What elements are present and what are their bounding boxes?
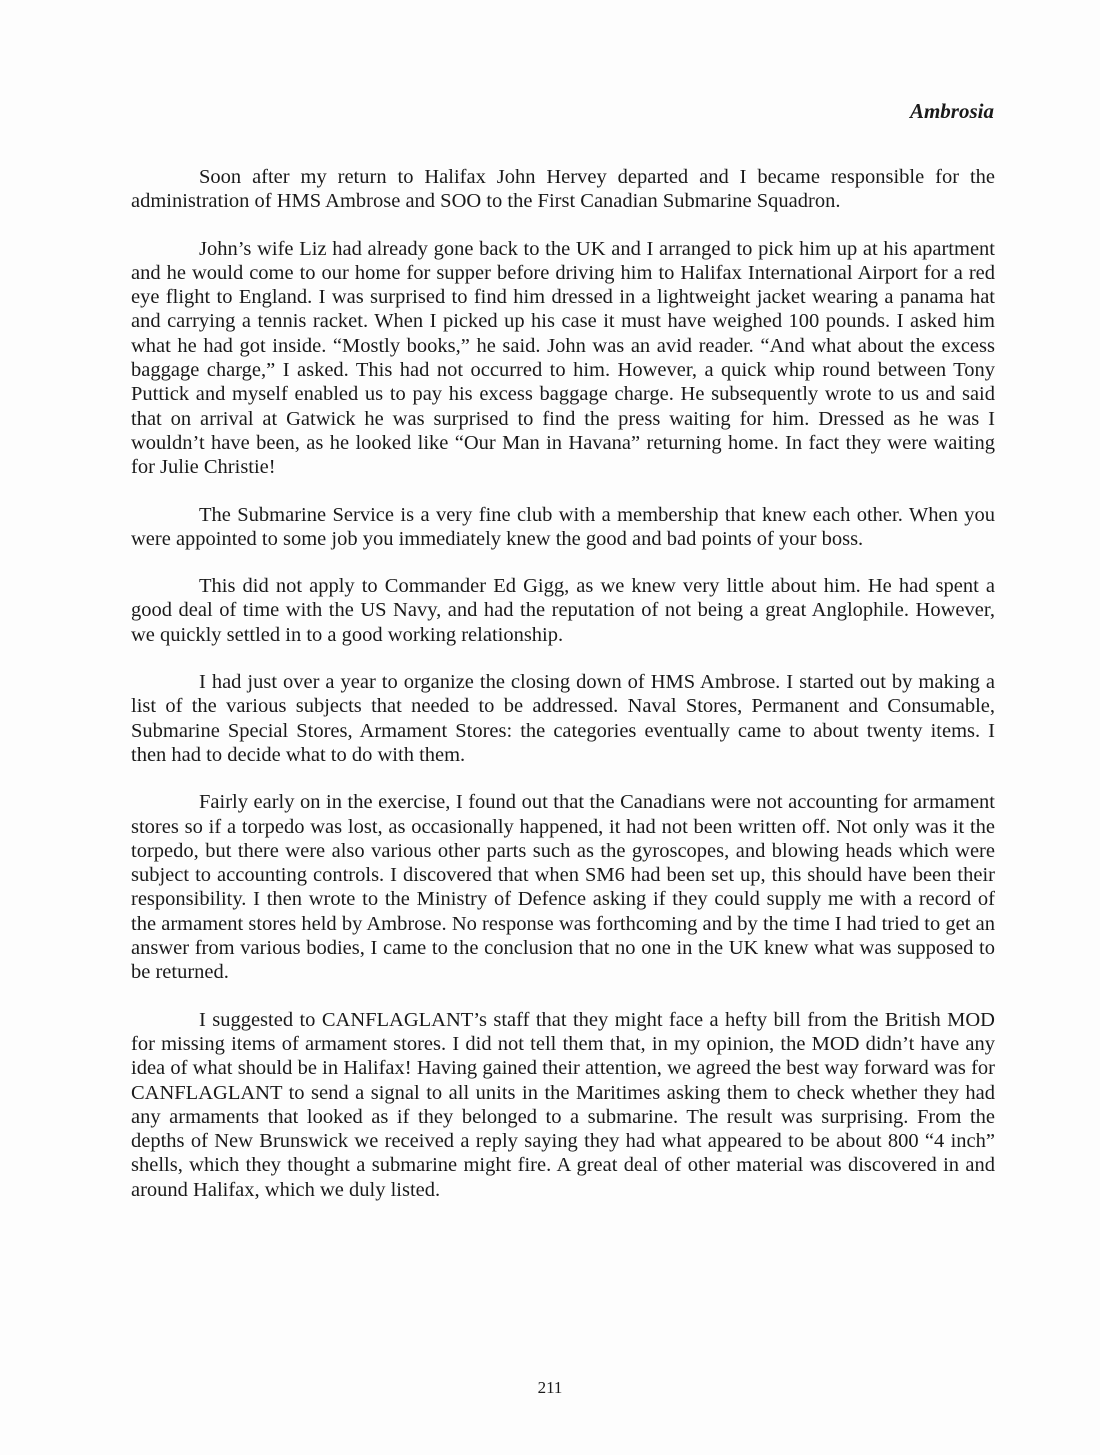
- paragraph: Fairly early on in the exercise, I found out that the Canadians were not accounting for armament stores so if a torpedo was lost, as occasionally happened, it had not been written off. Not only was it the torpedo, but there were also various other parts such as the gyroscopes, and blowing heads which were subject to accounting controls. I discovered that when SM6 had been set up, this should have been their responsibility. I then wrote to the Ministry of Defence asking if they could supply me with a record of the armament stores held by Ambrose. No response was forthcoming and by the time I had tried to get an answer from various bodies, I came to the conclusion that no one in the UK knew what was supposed to be returned.: [131, 791, 995, 984]
- paragraph: Soon after my return to Halifax John Hervey departed and I became responsible for the administration of HMS Ambrose and SOO to the First Canadian Submarine Squadron.: [131, 166, 995, 213]
- running-header: Ambrosia: [909, 99, 994, 123]
- paragraph: John’s wife Liz had already gone back to the UK and I arranged to pick him up at his apartment and he would come to our home for supper before driving him to Halifax International Airport for a red eye flight to England. I was surprised to find him dressed in a lightweight jacket wearing a panama hat and carrying a tennis racket. When I picked up his case it must have weighed 100 pounds. I asked him what he had got inside. “Mostly books,” he said. John was an avid reader. “And what about the excess baggage charge,” I asked. This had not occurred to him. However, a quick whip round between Tony Puttick and myself enabled us to pay his excess baggage charge. He subsequently wrote to us and said that on arrival at Gatwick he was surprised to find the press waiting for him. Dressed as he was I wouldn’t have been, as he looked like “Our Man in Havana” returning home. In fact they were waiting for Julie Christie!: [131, 237, 995, 479]
- paragraph: I suggested to CANFLAGLANT’s staff that they might face a hefty bill from the British MOD for missing items of armament stores. I did not tell them that, in my opinion, the MOD didn’t have any idea of what should be in Halifax! Having gained their attention, we agreed the best way forward was for CANFLAGLANT to send a signal to all units in the Maritimes asking them to check whether they had any armaments that looked as if they belonged to a submarine. The result was surprising. From the depths of New Brunswick we received a reply saying they had what appeared to be about 800 “4 inch” shells, which they thought a submarine might fire. A great deal of other material was discovered in and around Halifax, which we duly listed.: [131, 1008, 995, 1201]
- body-text: [131, 165, 995, 1225]
- paragraph: The Submarine Service is a very fine club with a membership that knew each other. When you were appointed to some job you immediately knew the good and bad points of your boss.: [131, 503, 995, 550]
- paragraph: This did not apply to Commander Ed Gigg, as we knew very little about him. He had spent a good deal of time with the US Navy, and had the reputation of not being a great Anglophile. However, we quickly settled in to a good working relationship.: [131, 575, 995, 646]
- paragraph: I had just over a year to organize the closing down of HMS Ambrose. I started out by making a list of the various subjects that needed to be addressed. Naval Stores, Permanent and Consumable, Submarine Special Stores, Armament Stores: the categories eventually came to about twenty items. I then had to decide what to do with them.: [131, 671, 995, 766]
- page-number: 211: [537, 1378, 563, 1397]
